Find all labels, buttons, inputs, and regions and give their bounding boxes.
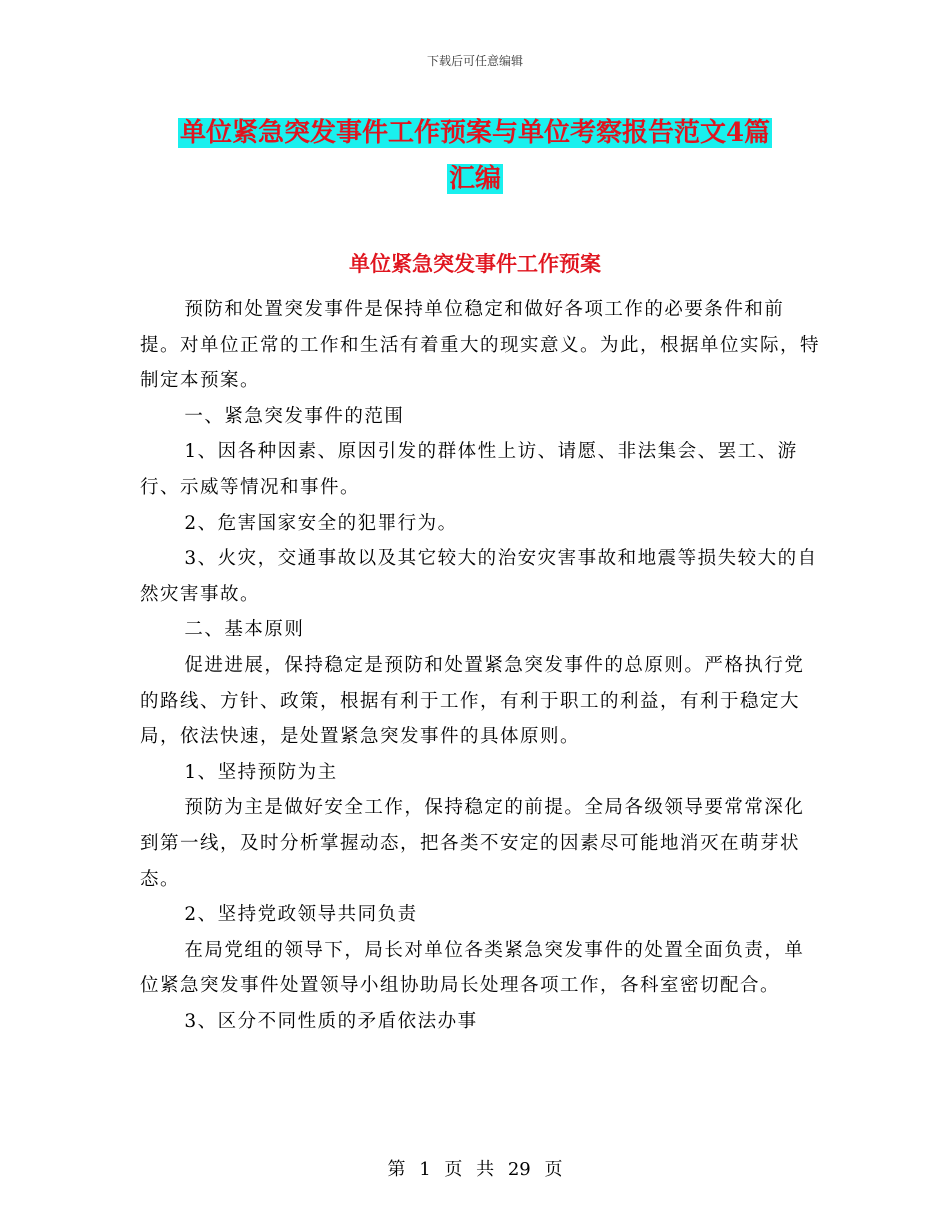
paragraph: 二、基本原则 (184, 619, 305, 641)
section-title: 单位紧急突发事件工作预案 (349, 251, 601, 276)
paragraph: 预防和处置突发事件是保持单位稳定和做好各项工作的必要条件和前提。对单位正常的工作和生活有着重大的现实意义。为此，根据单位实际，特制定本预案。 (140, 299, 821, 392)
paragraph: 3、区分不同性质的矛盾依法办事 (184, 1010, 478, 1032)
paragraph: 促进进展，保持稳定是预防和处置紧急突发事件的总原则。严格执行党的路线、方针、政策，根据有利于工作，有利于职工的利益，有利于稳定大局，依法快速，是处置紧急突发事件的具体原则。 (140, 654, 805, 748)
paragraph: 预防为主是做好安全工作，保持稳定的前提。全局各级领导要常常深化到第一线，及时分析掌握动态，把各类不安定的因素尽可能地消灭在萌芽状态。 (140, 797, 805, 890)
paragraph: 3、火灾，交通事故以及其它较大的治安灾害事故和地震等损失较大的自然灾害事故。 (140, 548, 818, 605)
document-title-line-1: 单位紧急突发事件工作预案与单位考察报告范文4篇 (179, 118, 771, 148)
document-title (130, 110, 820, 202)
paragraph: 1、因各种因素、原因引发的群体性上访、请愿、非法集会、罢工、游行、示威等情况和事件。 (140, 441, 798, 498)
document-body (140, 292, 820, 1039)
paragraph: 2、坚持党政领导共同负责 (184, 904, 418, 926)
paragraph: 2、危害国家安全的犯罪行为。 (184, 512, 458, 534)
document-title-line-2: 汇编 (448, 164, 501, 194)
paragraph: 一、紧急突发事件的范围 (184, 405, 405, 427)
header-note: 下载后可任意编辑 (426, 54, 523, 68)
paragraph: 在局党组的领导下，局长对单位各类紧急突发事件的处置全面负责，单位紧急突发事件处置领导小组协助局长处理各项工作，各科室密切配合。 (140, 939, 805, 997)
paragraph: 1、坚持预防为主 (184, 761, 338, 783)
page-number: 第 1 页 共 29 页 (387, 1159, 563, 1180)
